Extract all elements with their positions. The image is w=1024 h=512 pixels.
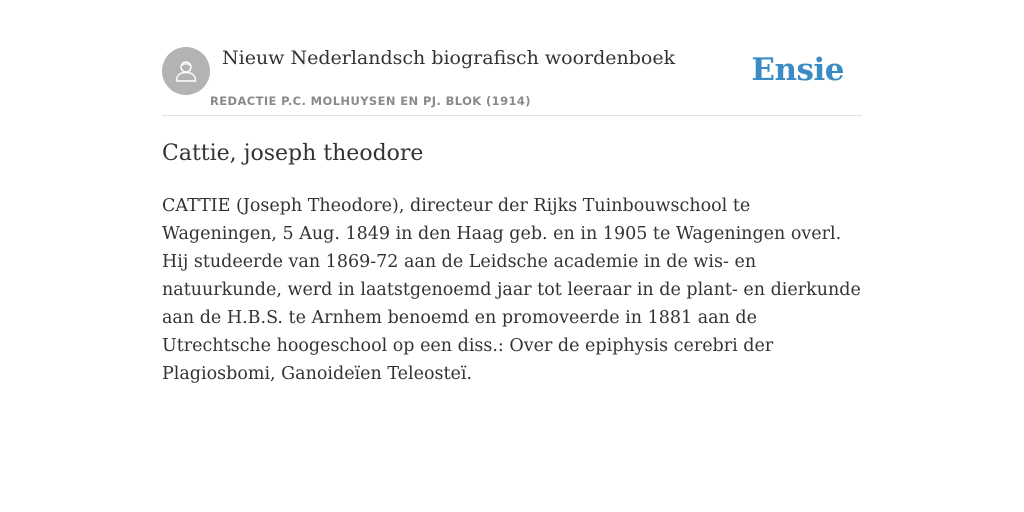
user-icon: [173, 58, 199, 84]
editors-label: REDACTIE P.C. MOLHUYSEN EN PJ. BLOK (1914): [210, 94, 531, 108]
entry-body: CATTIE (Joseph Theodore), directeur der Rijks Tuinbouwschool te Wageningen, 5 Aug. 1849 in den Haag geb. en in 1905 te Wageningen overl. Hij studeerde van 1869-72 aan de Leidsche academie in de wis- en natuurkunde, werd in laatstgenoemd jaar tot leeraar in de plant- en dierkunde aan de H.B.S. te Arnhem benoemd en promoveerde in 1881 aan de Utrechtsche hoogeschool op een diss.: Over de epiphysis cerebri der Plagiosbomi, Ganoideïen Teleosteï.: [162, 196, 861, 384]
brand-logo[interactable]: Ensie: [751, 52, 844, 88]
book-header: [162, 0, 862, 116]
page: [162, 0, 862, 512]
entry-title: Cattie, joseph theodore: [162, 141, 424, 166]
book-title[interactable]: Nieuw Nederlandsch biografisch woordenboek: [222, 47, 676, 69]
avatar[interactable]: [162, 47, 210, 95]
